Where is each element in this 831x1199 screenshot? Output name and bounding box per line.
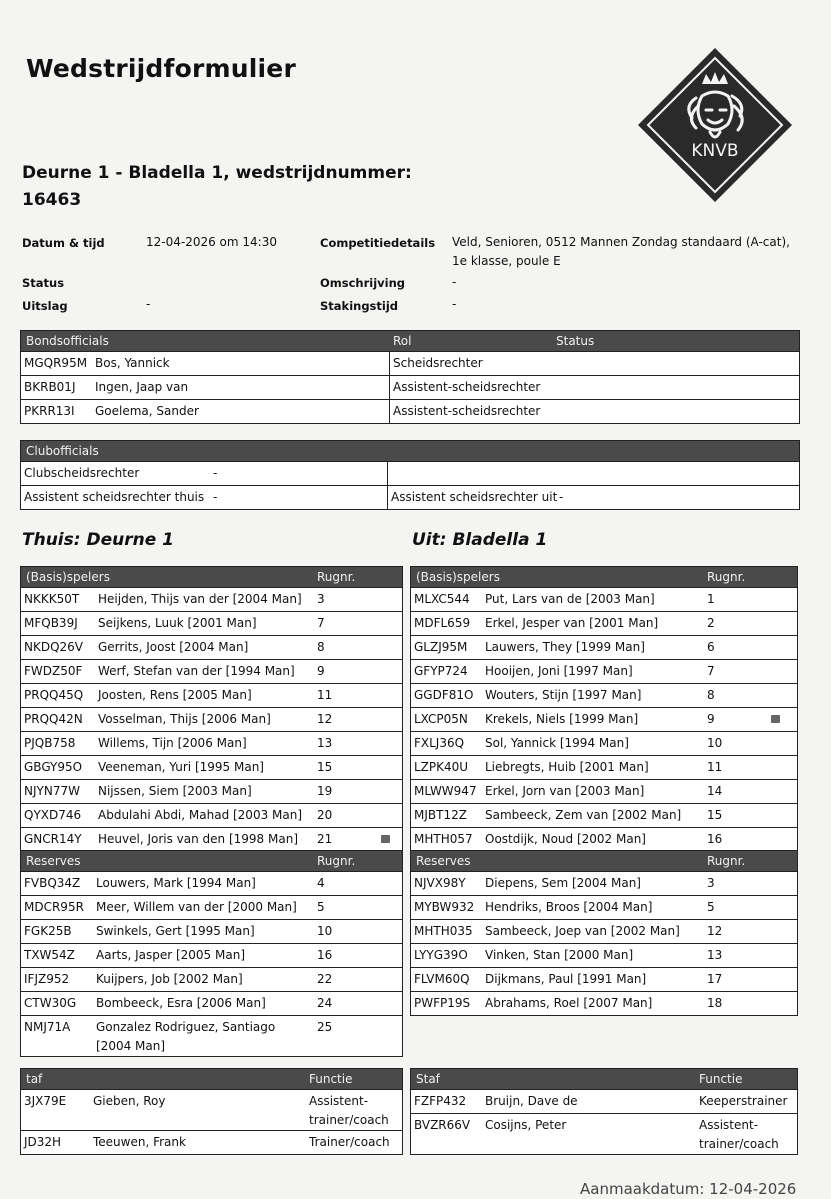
player-name: Oostdijk, Noud [2002 Man] (485, 832, 646, 846)
player-rugnr: 9 (317, 664, 325, 678)
player-name: Erkel, Jesper van [2001 Man] (485, 616, 659, 630)
table-row (21, 1130, 402, 1154)
player-name: Krekels, Niels [1999 Man] (485, 712, 639, 726)
player-rugnr: 9 (707, 712, 715, 726)
functie-header: Functie (309, 1072, 353, 1086)
staf-name: Teeuwen, Frank (93, 1135, 186, 1149)
player-rugnr: 3 (707, 876, 715, 890)
player-name: Put, Lars van de [2003 Man] (485, 592, 655, 606)
player-code: GNCR14Y (24, 832, 82, 846)
player-name: Heijden, Thijs van der [2004 Man] (98, 592, 302, 606)
player-code: PRQQ42N (24, 712, 83, 726)
player-code: NKKK50T (24, 592, 80, 606)
table-row (411, 943, 797, 967)
table-row (411, 871, 797, 895)
datum-value: 12-04-2026 om 14:30 (146, 235, 277, 249)
table-row (21, 827, 402, 851)
uit-staf-header (411, 1069, 797, 1089)
table-row (411, 755, 797, 779)
player-name: Aarts, Jasper [2005 Man] (96, 948, 246, 962)
player-code: FLVM60Q (414, 972, 470, 986)
staf-functie: Keeperstrainer (699, 1094, 788, 1108)
player-code: QYXD746 (24, 808, 82, 822)
player-rugnr: 24 (317, 996, 333, 1010)
staf-code: JD32H (24, 1135, 62, 1149)
uitslag-label: Uitslag (22, 299, 68, 313)
staf-code: FZFP432 (414, 1094, 467, 1108)
player-rugnr: 17 (707, 972, 723, 986)
ast-uit-value: - (559, 490, 564, 504)
player-code: MHTH035 (414, 924, 473, 938)
table-row (21, 1015, 402, 1056)
basis-header-label: (Basis)spelers (26, 570, 110, 584)
player-name: Sambeeck, Joep van [2002 Man] (485, 924, 680, 938)
player-code: FVBQ34Z (24, 876, 81, 890)
thuis-title: Thuis: Deurne 1 (22, 530, 174, 550)
player-code: NJVX98Y (414, 876, 466, 890)
player-code: FWDZ50F (24, 664, 83, 678)
clubscheids-value: - (213, 466, 218, 480)
table-row (21, 683, 402, 707)
rugnr-header: Rugnr. (317, 854, 356, 868)
official-name: Ingen, Jaap van (95, 380, 189, 394)
player-name: Erkel, Jorn van [2003 Man] (485, 784, 645, 798)
player-name: Bombeeck, Esra [2006 Man] (96, 996, 266, 1010)
table-row (21, 967, 402, 991)
player-code: LXCP05N (414, 712, 468, 726)
table-row (21, 803, 402, 827)
page-title: Wedstrijdformulier (26, 54, 296, 83)
player-rugnr: 7 (317, 616, 325, 630)
table-row (21, 399, 799, 423)
player-code: PJQB758 (24, 736, 76, 750)
staf-functie: Assistent- (309, 1094, 369, 1108)
player-rugnr: 5 (707, 900, 715, 914)
player-name: Veeneman, Yuri [1995 Man] (98, 760, 264, 774)
player-rugnr: 2 (707, 616, 715, 630)
uit-reserves-header (411, 851, 797, 871)
table-row (21, 485, 799, 509)
table-row (411, 1113, 797, 1154)
table-row (21, 731, 402, 755)
player-name: Seijkens, Luuk [2001 Man] (98, 616, 257, 630)
player-rugnr: 14 (707, 784, 723, 798)
reserves-header-label: Reserves (26, 854, 81, 868)
player-rugnr: 15 (317, 760, 333, 774)
table-row (411, 967, 797, 991)
player-name: Nijssen, Siem [2003 Man] (98, 784, 252, 798)
clubofficials-table (20, 440, 800, 510)
rugnr-header: Rugnr. (317, 570, 356, 584)
player-code: MLXC544 (414, 592, 470, 606)
player-name-cont: [2004 Man] (96, 1039, 166, 1053)
player-code: IFJZ952 (24, 972, 70, 986)
thuis-staf-header (21, 1069, 402, 1089)
player-name: Werf, Stefan van der [1994 Man] (98, 664, 295, 678)
table-row (21, 461, 799, 485)
table-row (411, 827, 797, 851)
player-name: Hooijen, Joni [1997 Man] (485, 664, 633, 678)
table-row (411, 683, 797, 707)
table-row (21, 587, 402, 611)
table-row (21, 351, 799, 375)
knvb-logo (636, 46, 794, 204)
player-name: Dijkmans, Paul [1991 Man] (485, 972, 647, 986)
rol-header: Rol (393, 334, 412, 348)
clubscheids-label: Clubscheidsrechter (24, 466, 140, 480)
player-rugnr: 20 (317, 808, 333, 822)
official-code: MGQR95M (24, 356, 88, 370)
player-rugnr: 19 (317, 784, 333, 798)
player-rugnr: 6 (707, 640, 715, 654)
bondsofficials-table (20, 330, 800, 424)
official-rol: Assistent-scheidsrechter (393, 404, 541, 418)
player-name: Heuvel, Joris van den [1998 Man] (98, 832, 298, 846)
player-name: Gerrits, Joost [2004 Man] (98, 640, 249, 654)
player-rugnr: 8 (317, 640, 325, 654)
player-name: Gonzalez Rodriguez, Santiago (96, 1020, 276, 1034)
player-rugnr: 16 (317, 948, 333, 962)
datum-label: Datum & tijd (22, 236, 105, 250)
player-name: Lauwers, They [1999 Man] (485, 640, 645, 654)
table-row (21, 871, 402, 895)
player-rugnr: 22 (317, 972, 333, 986)
table-row (411, 1089, 797, 1113)
player-name: Willems, Tijn [2006 Man] (98, 736, 247, 750)
player-rugnr: 11 (707, 760, 723, 774)
table-row (411, 779, 797, 803)
player-code: MHTH057 (414, 832, 473, 846)
player-code: MLWW947 (414, 784, 477, 798)
table-row (411, 611, 797, 635)
competitie-value-2: 1e klasse, poule E (452, 254, 561, 268)
player-rugnr: 7 (707, 664, 715, 678)
player-name: Diepens, Sem [2004 Man] (485, 876, 641, 890)
uit-title: Uit: Bladella 1 (412, 530, 548, 550)
player-code: TXW54Z (24, 948, 75, 962)
uit-basis-table (410, 566, 798, 852)
official-rol: Assistent-scheidsrechter (393, 380, 541, 394)
clubofficials-header (21, 441, 799, 461)
player-code: MJBT12Z (414, 808, 467, 822)
player-code: PWFP19S (414, 996, 471, 1010)
stakingstijd-value: - (452, 297, 457, 311)
ast-thuis-value: - (213, 490, 218, 504)
uit-staf-table (410, 1068, 798, 1155)
player-name: Louwers, Mark [1994 Man] (96, 876, 256, 890)
player-code: MFQB39J (24, 616, 78, 630)
table-row (21, 779, 402, 803)
staf-name: Bruijn, Dave de (485, 1094, 578, 1108)
player-code: FGK25B (24, 924, 72, 938)
player-code: GBGY95O (24, 760, 83, 774)
table-row (21, 635, 402, 659)
player-rugnr: 3 (317, 592, 325, 606)
official-name: Bos, Yannick (95, 356, 170, 370)
bondsofficials-header (21, 331, 799, 351)
staf-code: BVZR66V (414, 1118, 471, 1132)
table-row (411, 587, 797, 611)
player-rugnr: 13 (317, 736, 333, 750)
functie-header: Functie (699, 1072, 743, 1086)
uit-basis-header (411, 567, 797, 587)
player-rugnr: 16 (707, 832, 723, 846)
player-name: Sambeeck, Zem van [2002 Man] (485, 808, 682, 822)
player-name: Abdulahi Abdi, Mahad [2003 Man] (98, 808, 303, 822)
staf-header-label: taf (26, 1072, 43, 1086)
player-name: Swinkels, Gert [1995 Man] (96, 924, 255, 938)
staf-name: Cosijns, Peter (485, 1118, 567, 1132)
player-rugnr: 18 (707, 996, 723, 1010)
player-rugnr: 10 (707, 736, 723, 750)
rugnr-header: Rugnr. (707, 570, 746, 584)
table-row (21, 707, 402, 731)
official-rol: Scheidsrechter (393, 356, 483, 370)
omschrijving-value: - (452, 275, 457, 289)
player-code: GGDF81O (414, 688, 474, 702)
staf-functie-cont: trainer/coach (699, 1137, 779, 1151)
player-name: Meer, Willem van der [2000 Man] (96, 900, 297, 914)
table-row (411, 919, 797, 943)
note-icon (381, 835, 390, 843)
table-row (21, 895, 402, 919)
player-code: MDCR95R (24, 900, 84, 914)
ast-thuis-label: Assistent scheidsrechter thuis (24, 490, 205, 504)
player-name: Vinken, Stan [2000 Man] (485, 948, 634, 962)
player-code: FXLJ36Q (414, 736, 465, 750)
thuis-basis-table (20, 566, 403, 852)
table-row (411, 895, 797, 919)
uit-reserves-table (410, 850, 798, 1016)
player-rugnr: 13 (707, 948, 723, 962)
omschrijving-label: Omschrijving (320, 276, 406, 290)
player-code: GLZJ95M (414, 640, 468, 654)
thuis-staf-table (20, 1068, 403, 1155)
stakingstijd-label: Stakingstijd (320, 299, 399, 313)
player-code: NMJ71A (24, 1020, 71, 1034)
player-rugnr: 12 (317, 712, 333, 726)
note-icon (771, 715, 780, 723)
player-code: CTW30G (24, 996, 77, 1010)
player-code: MYBW932 (414, 900, 475, 914)
staf-functie: Assistent- (699, 1118, 759, 1132)
ast-uit-label: Assistent scheidsrechter uit (391, 490, 558, 504)
player-code: NJYN77W (24, 784, 80, 798)
reserves-header-label: Reserves (416, 854, 471, 868)
player-rugnr: 8 (707, 688, 715, 702)
player-name: Joosten, Rens [2005 Man] (98, 688, 252, 702)
competitie-label: Competitiedetails (320, 236, 436, 250)
basis-header-label: (Basis)spelers (416, 570, 500, 584)
player-rugnr: 11 (317, 688, 333, 702)
player-code: GFYP724 (414, 664, 468, 678)
table-row (21, 1089, 402, 1130)
player-name: Kuijpers, Job [2002 Man] (96, 972, 243, 986)
player-name: Abrahams, Roel [2007 Man] (485, 996, 653, 1010)
player-name: Vosselman, Thijs [2006 Man] (98, 712, 271, 726)
staf-functie: Trainer/coach (309, 1135, 390, 1149)
player-name: Sol, Yannick [1994 Man] (485, 736, 629, 750)
match-number: 16463 (22, 190, 82, 210)
player-code: MDFL659 (414, 616, 471, 630)
player-name: Wouters, Stijn [1997 Man] (485, 688, 642, 702)
staf-header-label: Staf (416, 1072, 440, 1086)
player-rugnr: 4 (317, 876, 325, 890)
player-rugnr: 15 (707, 808, 723, 822)
player-code: LZPK40U (414, 760, 469, 774)
bondsofficials-header-label: Bondsofficials (26, 334, 109, 348)
rugnr-header: Rugnr. (707, 854, 746, 868)
match-line1: Deurne 1 - Bladella 1, wedstrijdnummer: (22, 163, 412, 183)
clubofficials-header-label: Clubofficials (26, 444, 99, 458)
staf-code: 3JX79E (24, 1094, 67, 1108)
player-rugnr: 5 (317, 900, 325, 914)
thuis-reserves-header (21, 851, 402, 871)
player-rugnr: 12 (707, 924, 723, 938)
table-row (411, 803, 797, 827)
table-row (21, 755, 402, 779)
table-row (411, 731, 797, 755)
table-row (21, 991, 402, 1015)
uitslag-value: - (146, 297, 151, 311)
player-code: NKDQ26V (24, 640, 84, 654)
player-name: Hendriks, Broos [2004 Man] (485, 900, 653, 914)
player-code: LYYG39O (414, 948, 468, 962)
thuis-reserves-table (20, 850, 403, 1057)
table-row (411, 707, 797, 731)
table-row (21, 375, 799, 399)
player-rugnr: 25 (317, 1020, 333, 1034)
player-rugnr: 10 (317, 924, 333, 938)
official-name: Goelema, Sander (95, 404, 199, 418)
knvb-logo-text: KNVB (691, 141, 739, 161)
player-rugnr: 1 (707, 592, 715, 606)
thuis-basis-header (21, 567, 402, 587)
table-row (411, 991, 797, 1015)
staf-name: Gieben, Roy (93, 1094, 166, 1108)
player-code: PRQQ45Q (24, 688, 84, 702)
status-label: Status (22, 276, 65, 290)
aanmaakdatum: Aanmaakdatum: 12-04-2026 (580, 1180, 797, 1198)
staf-functie-cont: trainer/coach (309, 1113, 389, 1127)
player-name: Liebregts, Huib [2001 Man] (485, 760, 649, 774)
table-row (21, 611, 402, 635)
table-row (21, 659, 402, 683)
official-code: BKRB01J (24, 380, 76, 394)
official-code: PKRR13I (24, 404, 75, 418)
table-row (21, 919, 402, 943)
competitie-value-1: Veld, Senioren, 0512 Mannen Zondag standaard (A-cat), (452, 235, 790, 249)
player-rugnr: 21 (317, 832, 333, 846)
match-heading (22, 160, 462, 214)
table-row (21, 943, 402, 967)
status-header: Status (556, 334, 595, 348)
table-row (411, 659, 797, 683)
table-row (411, 635, 797, 659)
